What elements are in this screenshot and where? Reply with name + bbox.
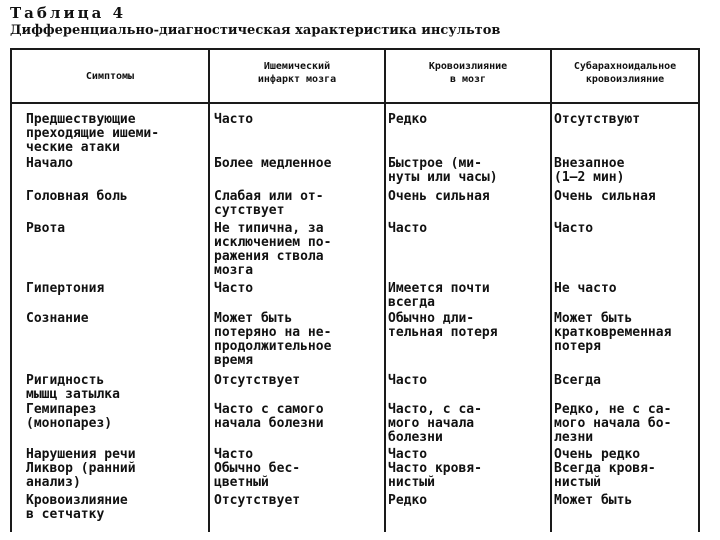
subarachnoid-cell: Отсутствуют [554, 112, 641, 127]
hemorrhage-cell: Быстрое (ми- нуты или часы) [388, 156, 498, 185]
table-title: Дифференциально-диагностическая характеристика инсультов [10, 23, 501, 38]
ischemic-cell: Может быть потеряно на не- продолжительное время [214, 311, 332, 368]
subarachnoid-cell: Часто [554, 221, 594, 236]
column-header-ischemic: Ишемический инфаркт мозга [257, 61, 337, 85]
subarachnoid-cell: Внезапное (1—2 мин) [554, 156, 625, 185]
ischemic-cell: Часто с самого начала болезни [214, 402, 324, 431]
hemorrhage-cell: Часто [388, 447, 428, 462]
column-header-hemorrhage: Кровоизлияние в мозг [428, 61, 508, 85]
ischemic-cell: Отсутствует [214, 493, 301, 508]
ischemic-cell: Часто [214, 112, 254, 127]
hemorrhage-cell: Часто [388, 373, 428, 388]
symptom-cell: Гемипарез (монопарез) [26, 402, 113, 431]
symptom-cell: Нарушения речи [26, 447, 136, 462]
symptom-cell: Ригидность мышц затылка [26, 373, 120, 402]
header-divider [10, 102, 700, 104]
subarachnoid-cell: Всегда кровя- нистый [554, 461, 656, 490]
subarachnoid-cell: Может быть кратковременная потеря [554, 311, 672, 354]
symptom-cell: Начало [26, 156, 73, 171]
table-label: Таблица 4 [10, 4, 127, 22]
ischemic-cell: Часто [214, 447, 254, 462]
column-header-symptoms: Симптомы [85, 71, 135, 82]
hemorrhage-cell: Часто [388, 221, 428, 236]
subarachnoid-cell: Редко, не с са- мого начала бо- лезни [554, 402, 672, 445]
hemorrhage-cell: Редко [388, 112, 428, 127]
ischemic-cell: Обычно бес- цветный [214, 461, 301, 490]
subarachnoid-cell: Очень редко [554, 447, 641, 462]
ischemic-cell: Слабая или от- сутствует [214, 189, 324, 218]
symptom-cell: Ликвор (ранний анализ) [26, 461, 136, 490]
document-heading [10, 4, 710, 39]
symptom-cell: Гипертония [26, 281, 105, 296]
ischemic-cell: Более медленное [214, 156, 332, 171]
hemorrhage-cell: Обычно дли- тельная потеря [388, 311, 498, 340]
symptom-cell: Головная боль [26, 189, 128, 204]
ischemic-cell: Отсутствует [214, 373, 301, 388]
symptom-cell: Сознание [26, 311, 89, 326]
symptom-cell: Кровоизлияние в сетчатку [26, 493, 128, 522]
diagnostic-table [10, 44, 700, 534]
symptom-cell: Рвота [26, 221, 66, 236]
subarachnoid-cell: Может быть [554, 493, 633, 508]
hemorrhage-cell: Очень сильная [388, 189, 490, 204]
hemorrhage-cell: Имеется почти всегда [388, 281, 490, 310]
table-border-left [10, 48, 12, 532]
subarachnoid-cell: Всегда [554, 373, 601, 388]
table-border-top [10, 48, 700, 50]
column-divider-3 [550, 48, 552, 532]
hemorrhage-cell: Редко [388, 493, 428, 508]
subarachnoid-cell: Не часто [554, 281, 617, 296]
subarachnoid-cell: Очень сильная [554, 189, 656, 204]
column-header-subarachnoid: Субарахноидальное кровоизлияние [573, 61, 677, 85]
ischemic-cell: Часто [214, 281, 254, 296]
column-divider-2 [384, 48, 386, 532]
symptom-cell: Предшествующие преходящие ишеми- ческие атаки [26, 112, 160, 155]
hemorrhage-cell: Часто кровя- нистый [388, 461, 482, 490]
ischemic-cell: Не типична, за исключением по- ражения ствола мозга [214, 221, 332, 278]
hemorrhage-cell: Часто, с са- мого начала болезни [388, 402, 482, 445]
